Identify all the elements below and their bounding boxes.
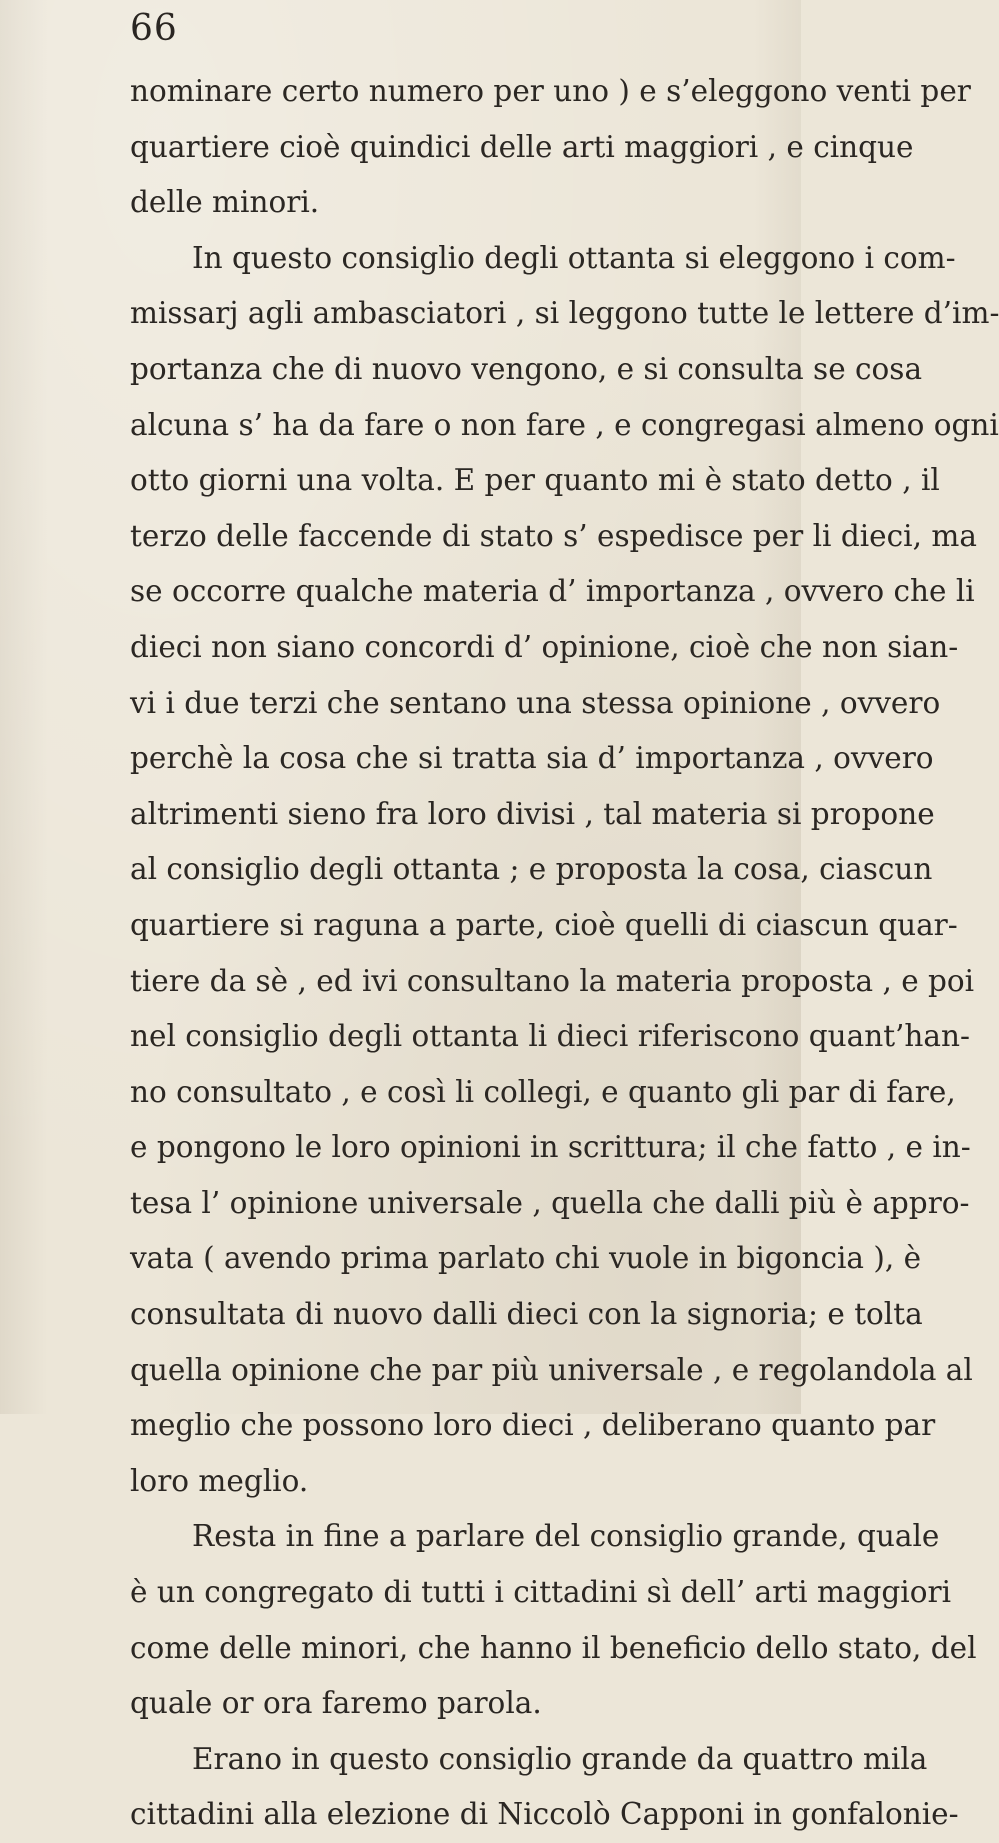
text-line: otto giorni una volta. E per quanto mi è stato detto , il	[130, 463, 940, 498]
text-line: perchè la cosa che si tratta sia d’ importanza , ovvero	[130, 741, 934, 776]
text-line: missarj agli ambasciatori , si leggono tutte le lettere d’im-	[130, 296, 999, 331]
text-line: vi i due terzi che sentano una stessa opinione , ovvero	[130, 685, 941, 720]
text-line: meglio che possono loro dieci , deliberano quanto par	[130, 1408, 936, 1443]
text-line: consultata di nuovo dalli dieci con la signoria; e tolta	[130, 1297, 923, 1332]
text-line: delle minori.	[130, 185, 320, 220]
paragraph-start-line: Erano in questo consiglio grande da quattro mila	[192, 1741, 928, 1776]
text-line: vata ( avendo prima parlato chi vuole in bigoncia ), è	[130, 1241, 922, 1276]
text-line: terzo delle faccende di stato s’ espedisce per li dieci, ma	[130, 518, 977, 553]
text-line: loro meglio.	[130, 1463, 309, 1498]
text-line: cittadini alla elezione di Niccolò Capponi in gonfalonie-	[130, 1797, 959, 1832]
text-line: portanza che di nuovo vengono, e si consulta se cosa	[130, 351, 923, 386]
text-line: al consiglio degli ottanta ; e proposta la cosa, ciascun	[130, 852, 933, 887]
paragraph-start-line: Resta in fine a parlare del consiglio grande, quale	[192, 1519, 940, 1554]
text-line: quartiere si raguna a parte, cioè quelli di ciascun quar-	[130, 907, 958, 942]
text-line: è un congregato di tutti i cittadini sì dell’ arti maggiori	[130, 1575, 952, 1610]
text-line: tesa l’ opinione universale , quella che dalli più è appro-	[130, 1185, 970, 1220]
text-line: come delle minori, che hanno il beneficio dello stato, del	[130, 1630, 977, 1665]
text-line: quella opinione che par più universale , e regolandola al	[130, 1352, 973, 1387]
page-number: 66	[130, 8, 178, 49]
body-text	[130, 64, 999, 1843]
text-line: e pongono le loro opinioni in scrittura; il che fatto , e in-	[130, 1130, 971, 1165]
text-line: alcuna s’ ha da fare o non fare , e congregasi almeno ogni	[130, 407, 999, 442]
text-line: quartiere cioè quindici delle arti maggiori , e cinque	[130, 129, 914, 164]
text-line: nel consiglio degli ottanta li dieci riferiscono quant’han-	[130, 1019, 970, 1054]
text-line: tiere da sè , ed ivi consultano la materia proposta , e poi	[130, 963, 975, 998]
text-line: nominare certo numero per uno ) e s’eleggono venti per	[130, 74, 971, 108]
text-line: dieci non siano concordi d’ opinione, cioè che non sian-	[130, 629, 959, 664]
text-line: no consultato , e così li collegi, e quanto gli par di fare,	[130, 1074, 956, 1109]
text-line: altrimenti sieno fra loro divisi , tal materia si propone	[130, 796, 935, 831]
paragraph-start-line: In questo consiglio degli ottanta si eleggono i com-	[192, 240, 956, 275]
text-line: se occorre qualche materia d’ importanza , ovvero che li	[130, 574, 975, 609]
text-line: quale or ora faremo parola.	[130, 1686, 542, 1721]
